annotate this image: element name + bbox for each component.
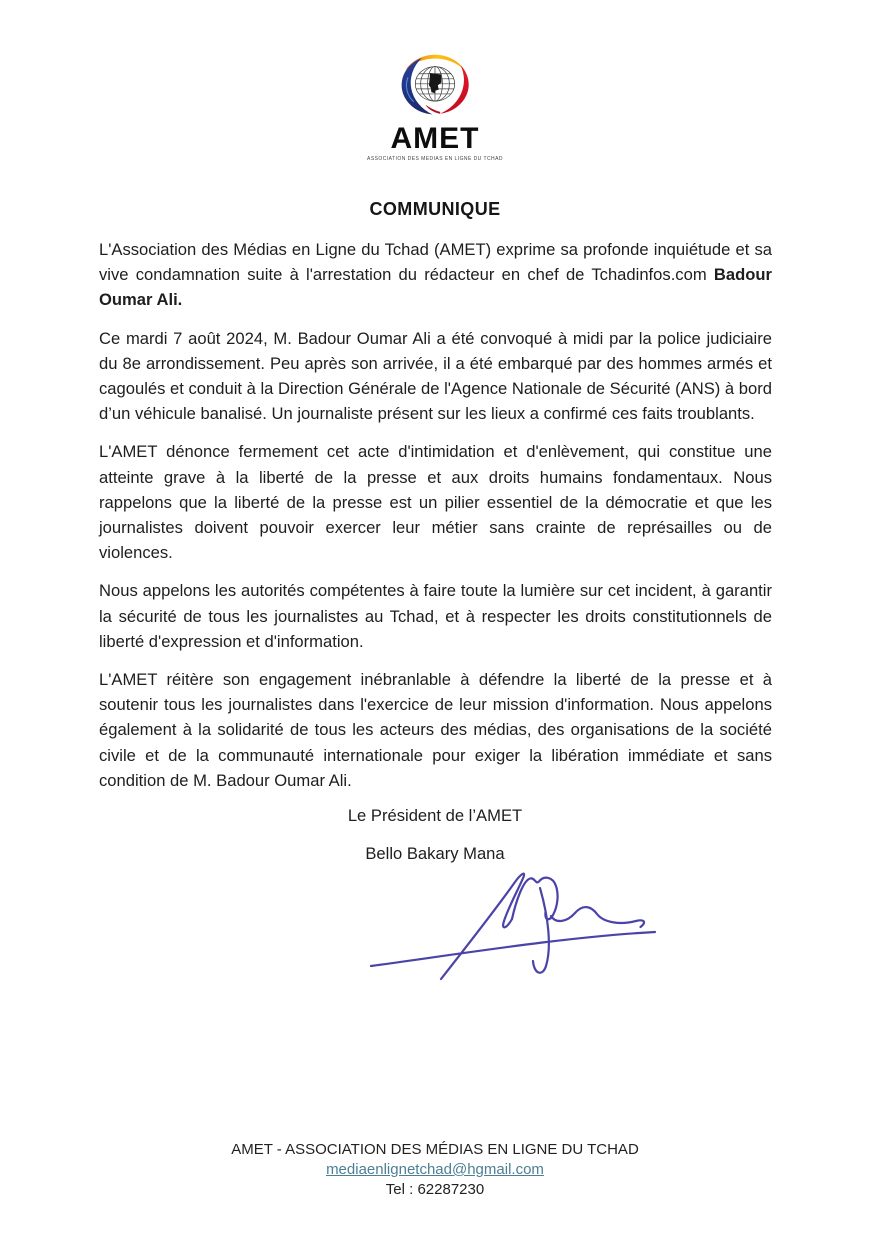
signature-handwriting-icon — [363, 866, 663, 981]
body-paragraph-4: Nous appelons les autorités compétentes à faire toute la lumière sur cet incident, à garantir la sécurité de tous les journalistes au Tchad, et à respecter les droits constitutionnels de liberté d'expression et d'information. — [99, 581, 772, 651]
footer-email-link[interactable]: mediaenlignetchad@hgmail.com — [326, 1161, 544, 1178]
amet-logo-icon — [394, 50, 476, 122]
chad-map-icon — [429, 73, 442, 93]
body-paragraph-5: L'AMET réitère son engagement inébranlable à défendre la liberté de la presse et à soutenir tous les journalistes dans l'exercice de leur mission d'information. Nous appelons également à la solidarité de tous les acteurs des médias, des organisations de la société civile et de la communauté internationale pour exiger la libération immédiate et sans condition de M. Badour Oumar Ali. — [99, 670, 772, 790]
body-paragraph-2: Ce mardi 7 août 2024, M. Badour Oumar Ali a été convoqué à midi par la police judiciaire du 8e arrondissement. Peu après son arrivée, il a été embarqué par des hommes armés et cagoulés et conduit à la Direction Générale de l'Agence Nationale de Sécurité (ANS) à bord d’un véhicule banalisé. Un journaliste présent sur les lieux a confirmé ces faits troublants. — [99, 328, 772, 424]
body-paragraph-1 — [99, 237, 772, 313]
logo-tagline: ASSOCIATION DES MEDIAS EN LIGNE DU TCHAD — [367, 156, 503, 162]
document-body — [99, 237, 772, 806]
footer-org-name: AMET - ASSOCIATION DES MÉDIAS EN LIGNE DU TCHAD — [231, 1141, 639, 1158]
footer — [0, 1140, 870, 1200]
document-title: COMMUNIQUE — [369, 199, 501, 219]
footer-phone: Tel : 62287230 — [385, 1181, 485, 1198]
signatory-name: Bello Bakary Mana — [365, 844, 505, 863]
logo-acronym: AMET — [390, 122, 480, 155]
logo-block — [0, 50, 870, 162]
logo-arc-red — [440, 65, 469, 114]
paragraph-text: L'Association des Médias en Ligne du Tchad (AMET) exprime sa profonde inquiétude et sa vive condamnation suite à l'arrestation du rédacteur en chef de Tchadinfos.com — [99, 240, 772, 285]
signatory-role: Le Président de l’AMET — [347, 806, 523, 825]
highlight-name: Badour Oumar Ali. — [99, 265, 772, 310]
signature-block — [0, 806, 870, 986]
body-paragraph-3: L'AMET dénonce fermement cet acte d'intimidation et d'enlèvement, qui constitue une atteinte grave à la liberté de la presse et aux droits humains fondamentaux. Nous rappelons que la liberté de la presse est un pilier essentiel de la démocratie et que les journalistes doivent pouvoir exercer leur métier sans crainte de représailles ou de violences. — [99, 442, 772, 563]
